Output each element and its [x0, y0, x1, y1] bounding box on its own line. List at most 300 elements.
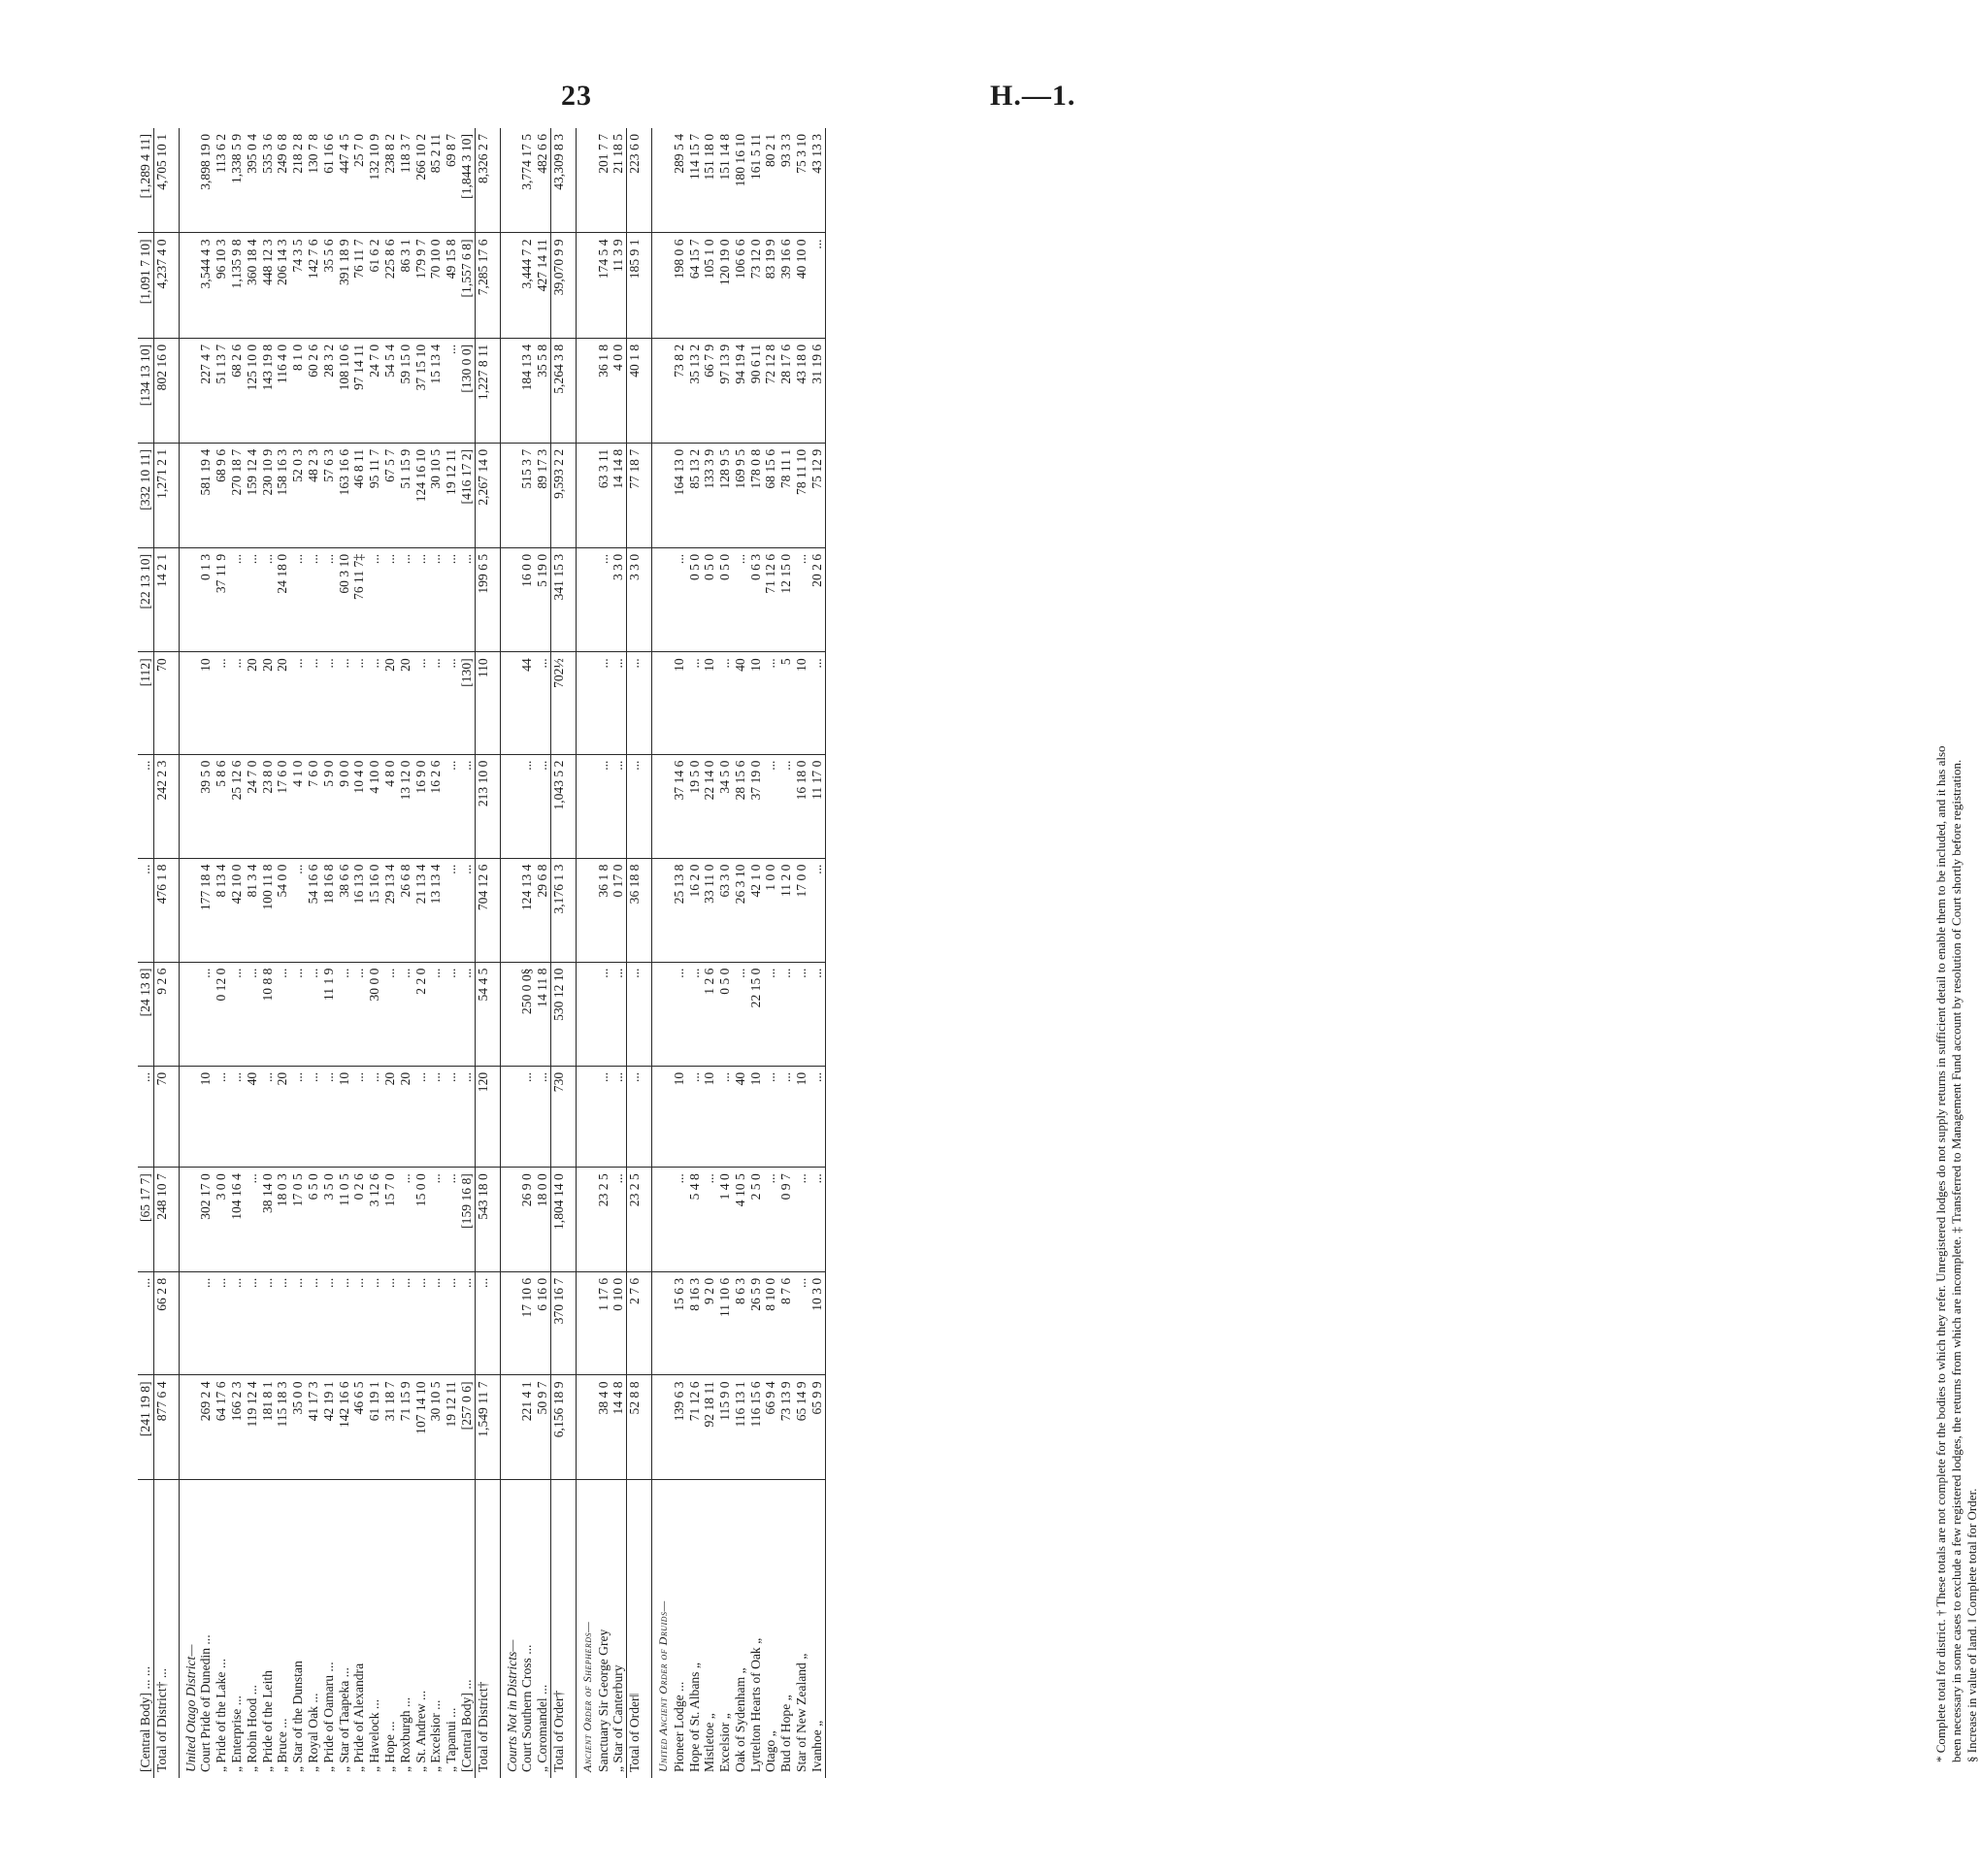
- table-cell: ...: [535, 754, 550, 858]
- table-cell: 427 14 11: [535, 233, 550, 338]
- table-cell: 18 0 0: [535, 1168, 550, 1272]
- table-cell: 94 19 4: [733, 338, 748, 443]
- spacer-cell: [643, 754, 652, 858]
- court-row: [306, 128, 321, 1778]
- table-cell: ...: [717, 652, 733, 754]
- table-cell: 0 12 0: [214, 962, 229, 1066]
- table-cell: ...: [610, 962, 626, 1066]
- spacer-cell: [170, 443, 180, 547]
- empty-cell: [651, 233, 671, 338]
- table-cell: 15 6 3: [672, 1271, 687, 1375]
- table-cell: ...: [610, 652, 626, 754]
- table-cell: 25 7 0: [351, 128, 367, 233]
- empty-cell: [500, 1066, 519, 1167]
- table-cell: 185 9 1: [627, 233, 643, 338]
- empty-cell: [576, 233, 595, 338]
- empty-cell: [576, 547, 595, 651]
- table-cell: 105 1 0: [702, 233, 717, 338]
- table-cell: 161 5 11: [748, 128, 764, 233]
- court-row: [275, 128, 290, 1778]
- table-cell: 20: [275, 1066, 290, 1167]
- table-cell: 269 2 4: [198, 1375, 214, 1480]
- table-cell: 1,227 8 11: [475, 338, 490, 443]
- table-cell: 530 12 10: [550, 962, 566, 1066]
- table-cell: ...: [367, 1271, 382, 1375]
- table-cell: ...: [290, 1271, 306, 1375]
- table-cell: 68 15 6: [763, 443, 778, 547]
- table-cell: 38 14 0: [260, 1168, 276, 1272]
- table-cell: ...: [260, 1271, 276, 1375]
- court-row: [367, 128, 382, 1778]
- table-cell: ...: [337, 962, 352, 1066]
- row-label: „ Pride of the Lake ...: [214, 1658, 229, 1772]
- table-cell: 18 0 3: [275, 1168, 290, 1272]
- table-cell: 4,705 10 1: [153, 128, 169, 233]
- table-cell: 74 3 5: [290, 233, 306, 338]
- table-cell: 28 17 6: [778, 338, 794, 443]
- spacer-row: [567, 128, 577, 1778]
- table-cell: 61 6 2: [367, 233, 382, 338]
- lodge-row: [809, 128, 825, 1778]
- table-cell: 143 19 8: [260, 338, 276, 443]
- court-row: [413, 128, 429, 1778]
- table-cell: 3,176 1 3: [550, 858, 566, 962]
- table-cell: ...: [306, 1066, 321, 1167]
- table-cell: 14 2 1: [153, 547, 169, 651]
- table-cell: 151 14 8: [717, 128, 733, 233]
- footnotes: [1933, 132, 1980, 1762]
- table-cell: 476 1 8: [153, 858, 169, 962]
- row-label: „ Roxburgh ...: [397, 1696, 412, 1772]
- empty-cell: [500, 443, 519, 547]
- table-cell: 249 6 8: [275, 128, 290, 233]
- table-cell: ...: [351, 1066, 367, 1167]
- table-cell: 108 10 6: [337, 338, 352, 443]
- table-cell: ...: [245, 1271, 260, 1375]
- table-cell: 391 18 9: [337, 233, 352, 338]
- table-cell: 10: [702, 652, 717, 754]
- table-cell: 46 6 5: [351, 1375, 367, 1480]
- table-cell: 1,271 2 1: [153, 443, 169, 547]
- table-cell: ...: [138, 858, 153, 962]
- table-cell: 360 18 4: [245, 233, 260, 338]
- table-cell: 238 8 2: [382, 128, 398, 233]
- table-cell: 10: [672, 652, 687, 754]
- table-cell: 37 19 0: [748, 754, 764, 858]
- table-cell: 169 9 5: [733, 443, 748, 547]
- table-cell: 78 11 1: [778, 443, 794, 547]
- table-cell: 201 7 7: [596, 128, 611, 233]
- table-cell: 40: [733, 652, 748, 754]
- table-cell: 3,774 17 5: [519, 128, 535, 233]
- table-cell: 2 5 0: [748, 1168, 764, 1272]
- table-cell: 38 6 6: [337, 858, 352, 962]
- table-cell: 73 8 2: [672, 338, 687, 443]
- table-cell: 40: [733, 1066, 748, 1167]
- table-cell: 24 7 0: [245, 754, 260, 858]
- table-cell: 3 3 0: [610, 547, 626, 651]
- table-cell: 52 0 3: [290, 443, 306, 547]
- table-cell: ...: [229, 962, 245, 1066]
- table-cell: 223 6 0: [627, 128, 643, 233]
- table-cell: ...: [809, 652, 825, 754]
- table-cell: 9 0 0: [337, 754, 352, 858]
- table-cell: 104 16 4: [229, 1168, 245, 1272]
- table-cell: 16 0 0: [519, 547, 535, 651]
- table-cell: 4 8 0: [382, 754, 398, 858]
- table-cell: 10: [672, 1066, 687, 1167]
- table-cell: 0 2 6: [351, 1168, 367, 1272]
- table-cell: ...: [733, 547, 748, 651]
- table-cell: 37 15 10: [413, 338, 429, 443]
- court-row: [245, 128, 260, 1778]
- table-cell: ...: [321, 1271, 337, 1375]
- table-cell: 8 6 3: [733, 1271, 748, 1375]
- table-cell: ...: [260, 1066, 276, 1167]
- row-label: „ Bruce ...: [275, 1718, 290, 1772]
- table-cell: ...: [794, 962, 809, 1066]
- table-cell: 19 12 11: [444, 1375, 459, 1480]
- row-label: Oak of Sydenham „: [732, 1667, 747, 1772]
- table-cell: 448 12 3: [260, 233, 276, 338]
- table-cell: 93 3 3: [778, 128, 794, 233]
- table-cell: ...: [367, 652, 382, 754]
- spacer-cell: [643, 443, 652, 547]
- table-cell: 64 15 7: [687, 233, 703, 338]
- spacer-cell: [567, 858, 577, 962]
- court-row: [198, 128, 214, 1778]
- table-cell: 68 9 6: [214, 443, 229, 547]
- table-cell: 270 18 7: [229, 443, 245, 547]
- table-cell: 3,444 7 2: [519, 233, 535, 338]
- spacer-cell: [170, 1480, 180, 1778]
- table-cell: ...: [337, 1271, 352, 1375]
- paper-identifier: H.—1.: [990, 80, 1076, 112]
- order-total-row: [550, 128, 566, 1778]
- empty-cell: [179, 128, 198, 233]
- table-cell: ...: [229, 547, 245, 651]
- spacer-cell: [170, 962, 180, 1066]
- table-cell: ...: [717, 1066, 733, 1167]
- table-cell: 10: [748, 1066, 764, 1167]
- empty-cell: [576, 128, 595, 233]
- table-cell: ...: [672, 1168, 687, 1272]
- spacer-cell: [567, 233, 577, 338]
- spacer-cell: [643, 338, 652, 443]
- table-cell: 16 2 0: [687, 858, 703, 962]
- table-cell: 8 7 6: [778, 1271, 794, 1375]
- table-cell: ...: [459, 858, 475, 962]
- court-row: [229, 128, 245, 1778]
- district-total-row: [475, 128, 490, 1778]
- table-cell: 180 16 10: [733, 128, 748, 233]
- table-cell: ...: [398, 962, 413, 1066]
- table-cell: ...: [535, 652, 550, 754]
- empty-cell: [576, 1271, 595, 1375]
- table-cell: ...: [290, 1066, 306, 1167]
- table-cell: ...: [444, 1066, 459, 1167]
- row-label: Total of District† ...: [153, 1480, 169, 1778]
- table-cell: ...: [444, 858, 459, 962]
- order-total-row: [627, 128, 643, 1778]
- table-cell: 66 7 9: [702, 338, 717, 443]
- lodge-row: [748, 128, 764, 1778]
- table-cell: ...: [778, 1066, 794, 1167]
- spacer-cell: [567, 128, 577, 233]
- table-cell: 702½: [550, 652, 566, 754]
- empty-cell: [179, 547, 198, 651]
- table-cell: 0 6 3: [748, 547, 764, 651]
- table-cell: 130 7 8: [306, 128, 321, 233]
- spacer-cell: [643, 233, 652, 338]
- table-cell: 54 0 0: [275, 858, 290, 962]
- table-cell: 20: [398, 1066, 413, 1167]
- table-cell: ...: [351, 1271, 367, 1375]
- table-cell: 14 11 8: [535, 962, 550, 1066]
- table-cell: 67 5 7: [382, 443, 398, 547]
- table-cell: 198 0 6: [672, 233, 687, 338]
- empty-cell: [179, 338, 198, 443]
- table-cell: 25 12 6: [229, 754, 245, 858]
- table-cell: 13 13 4: [428, 858, 444, 962]
- table-cell: 10: [794, 652, 809, 754]
- table-cell: ...: [627, 962, 643, 1066]
- table-cell: 8,326 2 7: [475, 128, 490, 233]
- empty-cell: [651, 443, 671, 547]
- row-label: Lyttelton Hearts of Oak „: [747, 1637, 763, 1772]
- table-cell: ...: [245, 1168, 260, 1272]
- table-cell: ...: [627, 652, 643, 754]
- table-cell: 0 1 3: [198, 547, 214, 651]
- table-cell: 39,070 9 9: [550, 233, 566, 338]
- table-cell: 46 8 11: [351, 443, 367, 547]
- table-cell: 10 8 8: [260, 962, 276, 1066]
- spacer-cell: [170, 1066, 180, 1167]
- footnote-line: § Increase in value of land. ‖ Complete total for Order.: [1964, 1488, 1979, 1762]
- table-cell: 36 1 8: [596, 338, 611, 443]
- spacer-cell: [491, 962, 501, 1066]
- table-cell: 0 5 0: [702, 547, 717, 651]
- table-cell: 133 3 9: [702, 443, 717, 547]
- spacer-cell: [643, 962, 652, 1066]
- table-cell: ...: [382, 962, 398, 1066]
- table-cell: 0 17 0: [610, 858, 626, 962]
- table-cell: 142 16 6: [337, 1375, 352, 1480]
- table-cell: 37 14 6: [672, 754, 687, 858]
- empty-cell: [179, 858, 198, 962]
- spacer-cell: [643, 858, 652, 962]
- table-cell: 163 16 6: [337, 443, 352, 547]
- spacer-cell: [170, 233, 180, 338]
- table-cell: ...: [778, 962, 794, 1066]
- table-cell: ...: [245, 547, 260, 651]
- empty-cell: [500, 1271, 519, 1375]
- table-cell: ...: [290, 858, 306, 962]
- table-cell: 70: [153, 1066, 169, 1167]
- spacer-row: [170, 128, 180, 1778]
- empty-cell: [576, 338, 595, 443]
- table-cell: ...: [444, 1271, 459, 1375]
- empty-cell: [651, 547, 671, 651]
- table-cell: 60 2 6: [306, 338, 321, 443]
- table-cell: 15 0 0: [413, 1168, 429, 1272]
- table-cell: 57 6 3: [321, 443, 337, 547]
- table-cell: 17 0 0: [794, 858, 809, 962]
- table-cell: 10: [748, 652, 764, 754]
- spacer-cell: [170, 754, 180, 858]
- spacer-cell: [170, 1375, 180, 1480]
- table-cell: [112]: [138, 652, 153, 754]
- table-cell: 2,267 14 0: [475, 443, 490, 547]
- table-cell: 70: [153, 652, 169, 754]
- spacer-cell: [567, 1168, 577, 1272]
- court-row: [398, 128, 413, 1778]
- row-label: Excelsior „: [717, 1713, 733, 1772]
- table-cell: 184 13 4: [519, 338, 535, 443]
- row-label: „ Coromandel ...: [535, 1684, 550, 1772]
- table-cell: 164 13 0: [672, 443, 687, 547]
- table-cell: ...: [428, 1271, 444, 1375]
- table-cell: 25 13 8: [672, 858, 687, 962]
- row-label: Total of Order‖: [627, 1480, 643, 1778]
- table-cell: 11 0 5: [337, 1168, 352, 1272]
- table-cell: 20 2 6: [809, 547, 825, 651]
- table-cell: ...: [275, 962, 290, 1066]
- table-cell: 5: [778, 652, 794, 754]
- table-cell: 14 14 8: [610, 443, 626, 547]
- table-cell: ...: [198, 962, 214, 1066]
- table-cell: ...: [475, 1271, 490, 1375]
- empty-cell: [576, 652, 595, 754]
- table-cell: ...: [306, 962, 321, 1066]
- table-cell: 60 3 10: [337, 547, 352, 651]
- row-label: „ Star of Taapeka ...: [336, 1667, 351, 1772]
- table-cell: ...: [351, 962, 367, 1066]
- empty-cell: [179, 233, 198, 338]
- row-label: Mistletoe „: [702, 1713, 717, 1772]
- table-cell: ...: [809, 1168, 825, 1272]
- spacer-cell: [491, 858, 501, 962]
- table-cell: 31 19 6: [809, 338, 825, 443]
- empty-cell: [576, 1375, 595, 1480]
- table-cell: ...: [596, 754, 611, 858]
- table-cell: 802 16 0: [153, 338, 169, 443]
- table-cell: ...: [306, 652, 321, 754]
- row-label: „ Excelsior ...: [428, 1699, 444, 1772]
- table-cell: ...: [519, 754, 535, 858]
- table-cell: 76 11 7‡: [351, 547, 367, 651]
- table-cell: 4 10 0: [367, 754, 382, 858]
- spacer-cell: [643, 1271, 652, 1375]
- table-cell: [1,289 4 11]: [138, 128, 153, 233]
- table-cell: [130]: [459, 652, 475, 754]
- footnote-line: been necessary in some cases to exclude a few registered lodges, the returns from which are incomplete. ‡ Transferred to Management Fund account by resolution of Court shortly before registration.: [1949, 759, 1964, 1762]
- empty-cell: [576, 754, 595, 858]
- table-cell: ...: [459, 1066, 475, 1167]
- spacer-cell: [643, 547, 652, 651]
- table-cell: ...: [413, 652, 429, 754]
- table-cell: 3 12 6: [367, 1168, 382, 1272]
- table-cell: 72 12 8: [763, 338, 778, 443]
- row-label: „ Pride of the Leith: [259, 1670, 275, 1772]
- table-cell: 51 15 9: [398, 443, 413, 547]
- table-cell: ...: [535, 1066, 550, 1167]
- table-cell: ...: [229, 652, 245, 754]
- empty-cell: [179, 1375, 198, 1480]
- table-cell: 107 14 10: [413, 1375, 429, 1480]
- empty-cell: [500, 233, 519, 338]
- table-cell: ...: [459, 962, 475, 1066]
- table-cell: ...: [138, 1271, 153, 1375]
- table-cell: 26 6 8: [398, 858, 413, 962]
- section-heading-text: United Ancient Order of Druids—: [651, 1480, 671, 1778]
- section-heading: [179, 128, 198, 1778]
- table-cell: 10 3 0: [809, 1271, 825, 1375]
- empty-cell: [576, 962, 595, 1066]
- table-cell: ...: [610, 1168, 626, 1272]
- table-cell: 3,544 4 3: [198, 233, 214, 338]
- table-cell: 4 1 0: [290, 754, 306, 858]
- table-cell: 20: [398, 652, 413, 754]
- table-cell: ...: [459, 1271, 475, 1375]
- table-cell: 10: [702, 1066, 717, 1167]
- spacer-cell: [491, 1480, 501, 1778]
- spacer-cell: [491, 754, 501, 858]
- table-cell: ...: [428, 1168, 444, 1272]
- table-cell: 36 18 8: [627, 858, 643, 962]
- table-cell: ...: [413, 1066, 429, 1167]
- table-cell: 151 18 0: [702, 128, 717, 233]
- spacer-cell: [491, 547, 501, 651]
- district-total-row: [153, 128, 169, 1778]
- empty-cell: [500, 128, 519, 233]
- table-cell: 18 16 8: [321, 858, 337, 962]
- table-cell: 11 1 9: [321, 962, 337, 1066]
- table-cell: 48 2 3: [306, 443, 321, 547]
- table-cell: 43,309 8 3: [550, 128, 566, 233]
- empty-cell: [179, 1271, 198, 1375]
- table-cell: 8 16 3: [687, 1271, 703, 1375]
- spacer-row: [491, 128, 501, 1778]
- row-label: „ Tapanui ...: [444, 1707, 459, 1772]
- table-cell: 16 18 0: [794, 754, 809, 858]
- table-cell: 177 18 4: [198, 858, 214, 962]
- table-cell: 13 12 0: [398, 754, 413, 858]
- table-cell: 9,593 2 2: [550, 443, 566, 547]
- court-row: [337, 128, 352, 1778]
- table-cell: 7 6 0: [306, 754, 321, 858]
- table-cell: 15 13 4: [428, 338, 444, 443]
- table-cell: 227 4 7: [198, 338, 214, 443]
- table-cell: ...: [596, 1066, 611, 1167]
- empty-cell: [576, 443, 595, 547]
- spacer-cell: [643, 1375, 652, 1480]
- court-row: [260, 128, 276, 1778]
- table-cell: 36 1 8: [596, 858, 611, 962]
- table-cell: 225 8 6: [382, 233, 398, 338]
- empty-cell: [179, 1168, 198, 1272]
- table-cell: ...: [290, 962, 306, 1066]
- table-cell: 230 10 9: [260, 443, 276, 547]
- table-cell: 71 15 9: [398, 1375, 413, 1480]
- row-label: Otago „: [763, 1730, 778, 1772]
- table-cell: 221 4 1: [519, 1375, 535, 1480]
- table-cell: 39 16 6: [778, 233, 794, 338]
- lodge-row: [687, 128, 703, 1778]
- table-cell: 95 11 7: [367, 443, 382, 547]
- empty-cell: [179, 754, 198, 858]
- table-cell: ...: [367, 1066, 382, 1167]
